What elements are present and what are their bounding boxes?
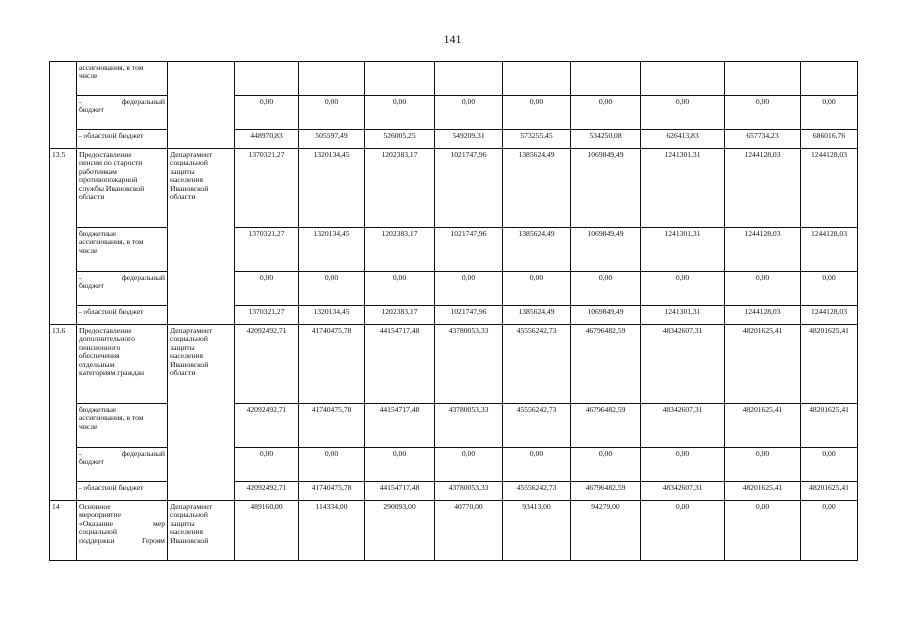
value-cell: 48342607,31	[641, 404, 725, 448]
value-cell	[435, 62, 503, 96]
description-cell: - областной бюджет	[77, 482, 168, 501]
description-cell: Предоставление пенсии по старости работникам противопожарной службы Ивановской области	[77, 149, 168, 228]
value-cell: 0,00	[801, 448, 858, 482]
value-cell: 0,00	[435, 448, 503, 482]
value-cell: 0,00	[235, 96, 299, 130]
value-cell: 0,00	[725, 272, 801, 306]
value-cell: 48201625,41	[725, 404, 801, 448]
value-cell: 0,00	[571, 272, 641, 306]
value-cell: 0,00	[503, 272, 571, 306]
value-cell: 45556242,73	[503, 325, 571, 404]
value-cell: 0,00	[299, 96, 365, 130]
value-cell: 626413,83	[641, 130, 725, 149]
value-cell: 657734,23	[725, 130, 801, 149]
value-cell: 686016,76	[801, 130, 858, 149]
value-cell: 45556242,73	[503, 404, 571, 448]
value-cell: 290093,00	[365, 501, 435, 561]
value-cell: 1370321,27	[235, 149, 299, 228]
value-cell: 46796482,59	[571, 482, 641, 501]
budget-table	[49, 61, 858, 561]
value-cell: 534250,08	[571, 130, 641, 149]
value-cell	[235, 62, 299, 96]
value-cell: 1241301,31	[641, 149, 725, 228]
description-cell: бюджетные ассигнования, в том числе	[77, 228, 168, 272]
value-cell: 45556242,73	[503, 482, 571, 501]
value-cell: 1385624,49	[503, 306, 571, 325]
description-cell: - федеральный бюджет	[77, 96, 168, 130]
value-cell: 41740475,78	[299, 404, 365, 448]
value-cell: 43780053,33	[435, 482, 503, 501]
description-cell: бюджетные ассигнования, в том числе	[77, 404, 168, 448]
value-cell: 1370321,27	[235, 228, 299, 272]
table-row	[50, 501, 858, 561]
value-cell: 42092492,71	[235, 404, 299, 448]
table-row	[50, 62, 858, 96]
value-cell: 0,00	[435, 272, 503, 306]
value-cell: 0,00	[571, 96, 641, 130]
description-cell: ассигнования, в том числе	[77, 62, 168, 96]
value-cell: 94279,00	[571, 501, 641, 561]
value-cell: 0,00	[641, 96, 725, 130]
value-cell	[503, 62, 571, 96]
value-cell: 44154717,48	[365, 482, 435, 501]
table-row	[50, 325, 858, 404]
value-cell: 1202383,17	[365, 149, 435, 228]
value-cell: 0,00	[801, 96, 858, 130]
description-cell: Предоставление дополнительного пенсионного обеспечения отдельным категориям граждан	[77, 325, 168, 404]
description-cell: - федеральный бюджет	[77, 272, 168, 306]
value-cell: 0,00	[435, 96, 503, 130]
value-cell: 1244128,03	[801, 306, 858, 325]
value-cell: 0,00	[641, 448, 725, 482]
value-cell: 1320134,45	[299, 306, 365, 325]
value-cell: 0,00	[365, 448, 435, 482]
value-cell: 42092492,71	[235, 482, 299, 501]
value-cell: 489160,00	[235, 501, 299, 561]
value-cell: 0,00	[503, 448, 571, 482]
executor-cell: Департамент социальной защиты населения Ивановской области	[168, 325, 235, 501]
value-cell: 1320134,45	[299, 149, 365, 228]
value-cell: 1241301,31	[641, 306, 725, 325]
value-cell: 48342607,31	[641, 325, 725, 404]
description-cell: - федеральный бюджет	[77, 448, 168, 482]
value-cell	[571, 62, 641, 96]
value-cell: 48201625,41	[801, 404, 858, 448]
executor-cell: Департамент социальной защиты населения Ивановской	[168, 501, 235, 561]
value-cell: 1021747,96	[435, 306, 503, 325]
value-cell	[299, 62, 365, 96]
executor-cell: Департамент социальной защиты населения Ивановской области	[168, 149, 235, 325]
value-cell: 48342607,31	[641, 482, 725, 501]
executor-cell	[168, 62, 235, 149]
value-cell: 1244128,03	[725, 306, 801, 325]
value-cell: 0,00	[299, 272, 365, 306]
value-cell: 573255,45	[503, 130, 571, 149]
value-cell: 43780053,33	[435, 325, 503, 404]
value-cell: 0,00	[641, 272, 725, 306]
value-cell	[365, 62, 435, 96]
value-cell: 44154717,48	[365, 325, 435, 404]
value-cell: 1244128,03	[725, 149, 801, 228]
value-cell: 448970,83	[235, 130, 299, 149]
value-cell: 1385624,49	[503, 228, 571, 272]
value-cell: 526005,25	[365, 130, 435, 149]
value-cell: 46796482,59	[571, 404, 641, 448]
description-cell: Основное мероприятие «Оказание мер социальной поддержки Героям	[77, 501, 168, 561]
value-cell: 0,00	[641, 501, 725, 561]
value-cell: 1021747,96	[435, 228, 503, 272]
value-cell: 48201625,41	[725, 482, 801, 501]
value-cell: 48201625,41	[801, 325, 858, 404]
value-cell: 1202383,17	[365, 228, 435, 272]
value-cell: 0,00	[725, 501, 801, 561]
value-cell: 1202383,17	[365, 306, 435, 325]
value-cell: 0,00	[801, 272, 858, 306]
table-row	[50, 149, 858, 228]
value-cell: 0,00	[801, 501, 858, 561]
value-cell: 1370321,27	[235, 306, 299, 325]
value-cell	[725, 62, 801, 96]
row-number-cell: 13.6	[50, 325, 77, 501]
value-cell: 0,00	[235, 272, 299, 306]
value-cell: 114334,00	[299, 501, 365, 561]
row-number-cell: 13.5	[50, 149, 77, 325]
value-cell: 48201625,41	[801, 482, 858, 501]
value-cell: 505597,49	[299, 130, 365, 149]
value-cell: 0,00	[365, 96, 435, 130]
value-cell: 1241301,31	[641, 228, 725, 272]
value-cell: 0,00	[725, 96, 801, 130]
value-cell: 1244128,03	[801, 228, 858, 272]
value-cell: 1069849,49	[571, 306, 641, 325]
row-number-cell: 14	[50, 501, 77, 561]
value-cell: 1069849,49	[571, 149, 641, 228]
value-cell: 1244128,03	[725, 228, 801, 272]
value-cell: 1385624,49	[503, 149, 571, 228]
value-cell: 93413,00	[503, 501, 571, 561]
description-cell: - областной бюджет	[77, 130, 168, 149]
value-cell	[641, 62, 725, 96]
value-cell: 1320134,45	[299, 228, 365, 272]
value-cell: 0,00	[571, 448, 641, 482]
page-number: 141	[443, 32, 462, 46]
value-cell: 549209,31	[435, 130, 503, 149]
value-cell: 0,00	[503, 96, 571, 130]
row-number-cell	[50, 62, 77, 149]
value-cell: 0,00	[365, 272, 435, 306]
value-cell: 43780053,33	[435, 404, 503, 448]
value-cell: 41740475,78	[299, 325, 365, 404]
value-cell: 1244128,03	[801, 149, 858, 228]
value-cell: 0,00	[725, 448, 801, 482]
value-cell: 48201625,41	[725, 325, 801, 404]
value-cell: 1021747,96	[435, 149, 503, 228]
value-cell: 42092492,71	[235, 325, 299, 404]
value-cell: 1069849,49	[571, 228, 641, 272]
description-cell: - областной бюджет	[77, 306, 168, 325]
value-cell: 0,00	[235, 448, 299, 482]
value-cell: 44154717,48	[365, 404, 435, 448]
value-cell: 40770,00	[435, 501, 503, 561]
value-cell	[801, 62, 858, 96]
value-cell: 0,00	[299, 448, 365, 482]
value-cell: 46796482,59	[571, 325, 641, 404]
value-cell: 41740475,78	[299, 482, 365, 501]
